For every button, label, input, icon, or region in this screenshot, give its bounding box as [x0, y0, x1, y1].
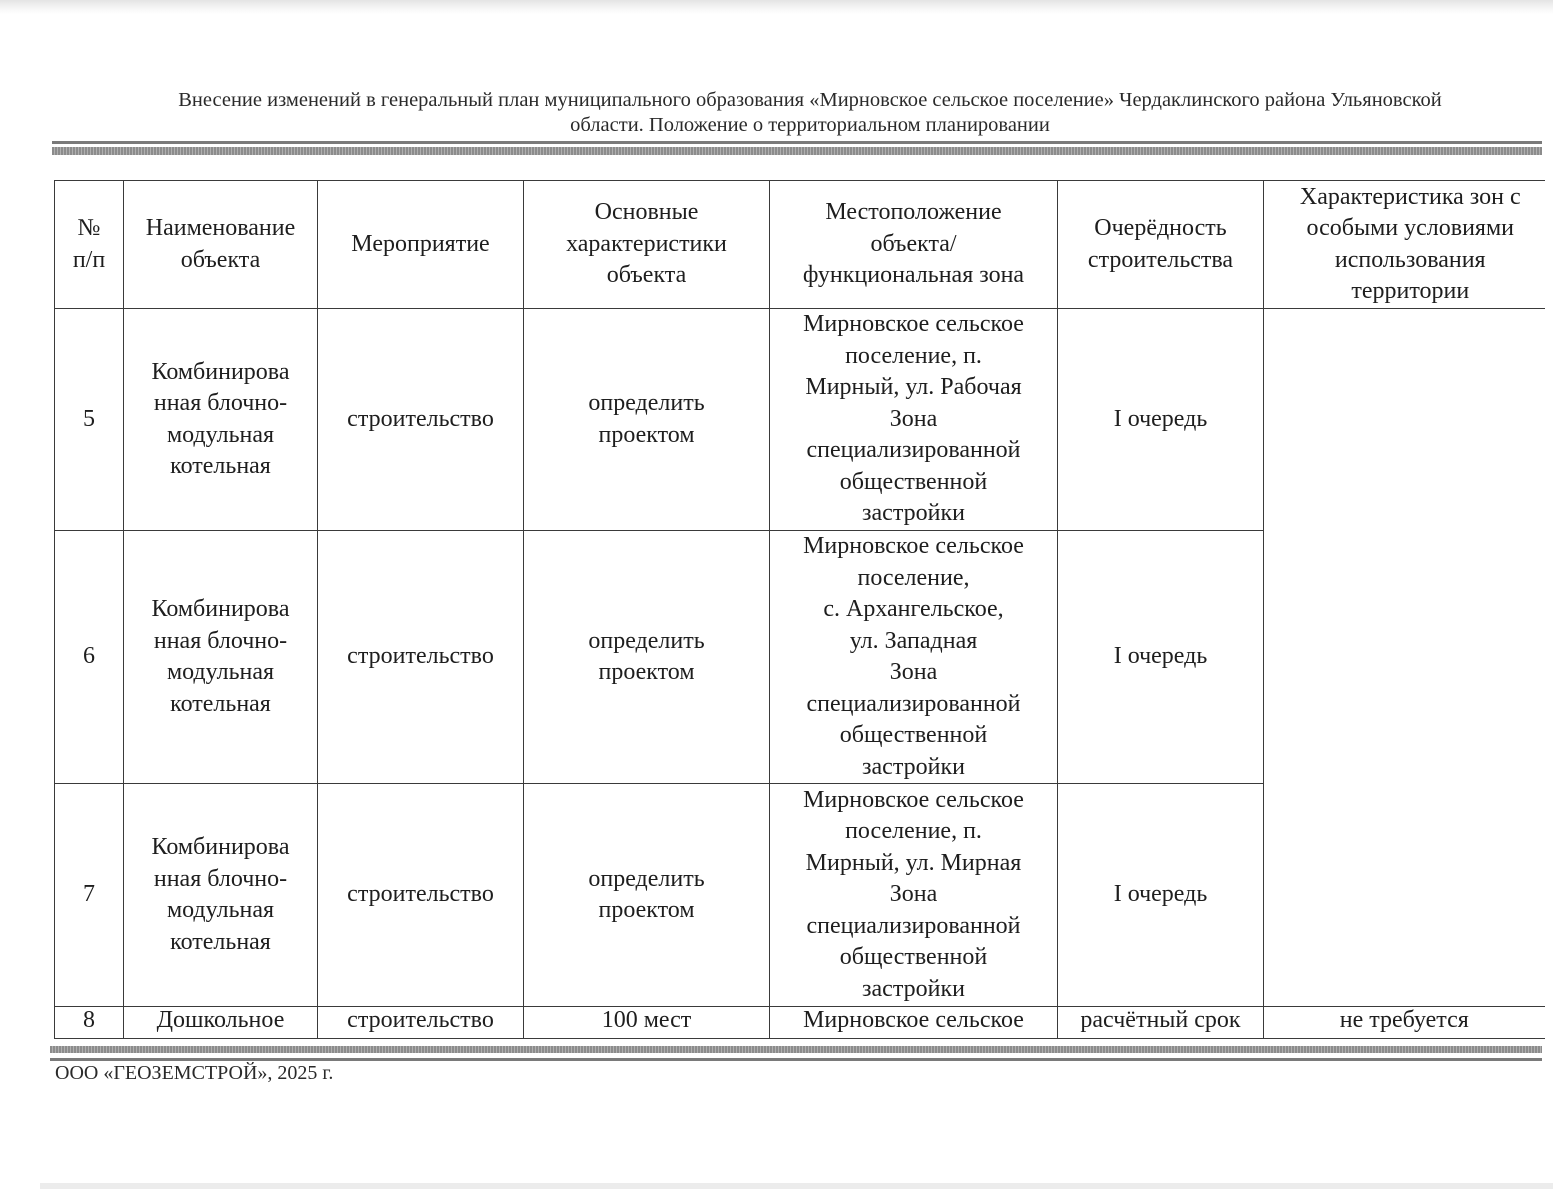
column-header-characteristics: Основные характеристики объекта — [524, 181, 770, 309]
object-location: Мирновское сельское поселение, п. Мирный, ул. Мирная Зона специализированной общественной застройки — [770, 784, 1058, 1007]
object-action: строительство — [318, 1007, 524, 1039]
header-rule — [52, 141, 1542, 144]
construction-queue: I очередь — [1058, 309, 1264, 531]
object-action: строительство — [318, 531, 524, 784]
footer-company: ООО «ГЕОЗЕМСТРОЙ», 2025 г. — [55, 1062, 334, 1084]
row-number: 7 — [55, 784, 124, 1007]
row-number: 8 — [55, 1007, 124, 1039]
object-location: Мирновское сельское — [770, 1007, 1058, 1039]
column-header-name: Наименование объекта — [124, 181, 318, 309]
construction-queue: I очередь — [1058, 784, 1264, 1007]
construction-queue: расчётный срок — [1058, 1007, 1264, 1039]
scan-edge-top — [0, 0, 1553, 14]
object-name: Комбинирова нная блочно- модульная котельная — [124, 531, 318, 784]
zones-requirement: не требуется — [1264, 1007, 1545, 1039]
row-number: 6 — [55, 531, 124, 784]
object-location: Мирновское сельское поселение, п. Мирный, ул. Рабочая Зона специализированной общественной застройки — [770, 309, 1058, 531]
table-row — [55, 309, 1545, 531]
column-header-number: № п/п — [55, 181, 124, 309]
object-characteristics: 100 мест — [524, 1007, 770, 1039]
footer-rule-hatched — [50, 1046, 1542, 1053]
object-name: Комбинирова нная блочно- модульная котельная — [124, 309, 318, 531]
column-header-queue: Очерёдность строительства — [1058, 181, 1264, 309]
column-header-action: Мероприятие — [318, 181, 524, 309]
row-number: 5 — [55, 309, 124, 531]
page-header-line-1: Внесение изменений в генеральный план муниципального образования «Мирновское сельское поселение» Чердаклинского района Ульяновской — [178, 89, 1442, 111]
page-header-line-2: области. Положение о территориальном планировании — [570, 114, 1050, 136]
object-characteristics: определить проектом — [524, 531, 770, 784]
planning-table — [54, 180, 1545, 1039]
header-rule-hatched — [52, 147, 1542, 155]
page-header — [60, 88, 1553, 138]
footer-rule — [50, 1058, 1542, 1061]
table-header-row — [55, 181, 1545, 309]
scan-edge-bottom — [40, 1183, 1553, 1189]
object-action: строительство — [318, 309, 524, 531]
object-location: Мирновское сельское поселение, с. Архангельское, ул. Западная Зона специализированной общественной застройки — [770, 531, 1058, 784]
table-row — [55, 1007, 1545, 1039]
column-header-zones: Характеристика зон с особыми условиями использования территории — [1264, 181, 1545, 309]
object-action: строительство — [318, 784, 524, 1007]
column-header-location: Местоположение объекта/ функциональная зона — [770, 181, 1058, 309]
object-characteristics: определить проектом — [524, 784, 770, 1007]
object-characteristics: определить проектом — [524, 309, 770, 531]
object-name: Дошкольное — [124, 1007, 318, 1039]
zones-merged-cell — [1264, 309, 1545, 1007]
object-name: Комбинирова нная блочно- модульная котельная — [124, 784, 318, 1007]
construction-queue: I очередь — [1058, 531, 1264, 784]
